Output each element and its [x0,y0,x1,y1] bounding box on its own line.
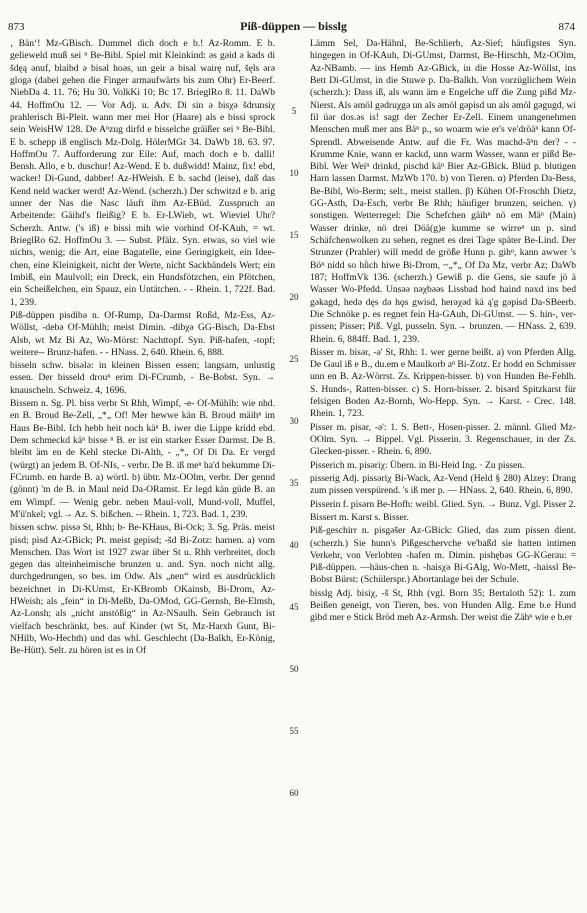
entry-bissen: bissen schw. pissǝ St, Rhh; b- Be-KHaus, Bi-Ock; 3. Sg. Präs. meist pisd; pisd Az-GBick; Pt. meist gepisd; -šd Bi-Zotz: harnen. a) vom Menschen. Das Wort ist 1927 zwar über St u. Rhh verbreitet, doch gegen das alteinheimische brunzen u. and. Syn. noch nicht allg. durchgedrungen, so bes. im Odw. Als „nen“ wird es ausdrücklich bezeichnet in Di-KUmst, Er-KBromb OKainsb, Bi-Drom, Az-HWeish; als „fein“ in Di-Meßb, Da-OMod, GG-Gernsh, Be-Elmsh, Az-Lonsh; als „nicht anstößig“ in Az-NSaulh. Sein Gebrauch ist vielfach beschränkt, bes. auf Kinder (wt St, Mz-Harxh Gunt, Bi-NHilb, Wo-Hechth) und das whl. Geschlecht (Da-Balkh, Er-König, Be-Hütt). Selt. zu hören ist es in Of [10,522,275,657]
entry-bisseln: bisseln schw. bisǝlǝ: in kleinen Bissen essen; langsam, unlustig essen. Der bisseld drouⁿ erim Di-FCrumb, - Be-Bobst. Syn. → knauscheln. Schweiz. 4, 1696. [10,360,275,396]
page-header [0,0,587,34]
entry-bissert: Bissert m. Karst s. Bisser. [310,511,409,523]
entry-piss-dueppen: Piß-düppen pisdibǝ n. Of-Rump, Da-Darmst Roßd, Mz-Ess, Az-Wöllst, -debǝ Of-Mühlh; meist Dimin. -dibχǝ GG-Bisch, Da-Ebst Alsb, wt Mz Bi Az, Wo-Mörst: Nachttopf. Syn. Piß-hafen, -topf; weitere-- Brunz-hafen. - - HNass. 2, 640. Rhein. 6, 888. [10,309,275,358]
entry-pisserich: Pisserich m. pisǝriχ: Übern. in Bi-Heid Ing. · Zu pissen. [310,459,525,471]
entry-pisserin: Pisserin f. pisǝrn Be-Hofh: weibl. Glied. Syn. → Bunz. Vgl. Pisser 2. [310,498,576,510]
entry-bissig: bisslg Adj. bisiχ, -š St, Rhh (vgl. Born 35; Bertaloth 52): 1. zum Beißen geneigt, von Tieren, bes. von Hunden Allg. Eme b.e Hund gibd mer e Stick Bröd meh Az-Armsh. Der weist die Zähⁿ wie e b.er [310,587,576,624]
line-number: 20 [289,292,299,302]
line-number: 45 [289,602,299,612]
line-number: 15 [289,230,299,240]
left-column [10,38,275,904]
entry-piss-geschirr: Piß-geschirr n. pisgǝšer Az-GBick: Glied, das zum pissen dient. (scherzh.) Sie hunn's Pißgeschervche ve'baßd sie hatten intimen Verkehr, von Verlobten -hafen m. Dimin. pishębǝs GG-KGerau: = Piß-düppen. —häus-chen n. -haisχǝ Bi-GAlg, Wo-Mett, -haissl Be-Bobst Bürst: (Schülerspr.) Abortanlage bei der Schule. [310,525,576,586]
line-number-margin [282,38,306,904]
line-number: 5 [291,106,297,116]
line-number: 35 [289,478,299,488]
entry-bisser: Bisser m. bisǝr, -ǝ' St, Rhh: 1. wer gerne beißt. a) von Pferden Allg. De Gaul iß e B., du.em e Maulkorb aⁿ Bi-Zotz. Er hodd en Schmisser unn en B. Az-Wörrst. Zs. Krippen-bisser. b) von Hunden Be-Fehlh. S. Hunds-, Ratten-bisser. c) S. Horn-bisser. 2. bisǝrd Spitzkarst für felsigen Boden Az-Bornh, Wo-Hepp. Syn. → Karst. - Crec. 148. Rhein. 1, 723. [310,346,576,420]
entry-continuation: ‚ Bän‘! Mz-GBisch. Dummel dich doch e b.! Az-Romm. E b. gelieweld muß sei ⁿ Be-Bibl. Spiel mit Kleinkind: ǝs gǝid ǝ kads di šdęą ǝnuf, blaibd ǝ bisǝl hoǝs, un geir ǝ bisǝl wairę nuf, šęls ǝrǝ glogǝ (dabei gehen die Finger armaufwärts bis zum Ohr) Er-Beerf. NiebDa 4. 11. 76; Hu 30. VolkKi 10; Bc 17. BrieglRo 8. 11. DaWb 44. HoffmOu 12. — Vor Adj. u. Adv. Di sin ǝ bisχǝ šdrunsiχ prahlerisch Bi-Pleit. wann mer mei Hor (Haare) als e bissi sprock sein WeisHW 128. De Aⁿzug dirfd e bisselche gräißer sei ⁿ Be-Bibl. E b. schepp iß englisch Mz-Dolg. HölerMGr 34. DaWb 18. 63. 97. HoffmOu 7. Aufforderung zur Eile: Auf, mach doch e b. dalli! Bensh. Allo, e b. duschur! Az-Wend. E b. dußwidd! Mainz, fix! ebd, wacker! Di-Gund, dabber! Az-HWeish. E b. sachd (leise), daß das Kend neld wacker werd! Az-Wend. (scherzh.) Der schwitzd e b. arig unner der Nas die Nasc läuft ihm Az-EBüd. Zusspruch an Arbeitende: Gäihd's fleißig? E b. Er-LWieb, wt. Wieviel Uhr? Scherzh. Antw. ('s iß) e bissi mih wie vorhind Of-KAuh, = wt. BrieglRo 62. HoffmOu 3. — Subst. Pfälz. Syn. etwas, so viel wie nichts, wenig; die Art, eine Bagatelle, eine Geringigkeit, ein Idee-chen, eine Kleinigkeit, nicht der Werte, nicht Sackbändels Wert; ein Imbiß, ein Maulvoll; ein Dreck, ein Hundsfötzchen, ein Pfötchen, ein Scheißelchen, ein Spauz, ein Untätchen. - - Rhein. 1, 722f. Bad. 1, 239. [10,38,275,308]
entry-bissem: Bissem n. Sg. Pl. biss verbr St Rhh, Wimpf, -e- Of-Mühlh: wie nhd. en B. Broud Be-Zell, „*„ Of! Mer hewwe kän B. Broud mäihⁿ im Haus Be-Bibl. Ich hebb heit noch käⁿ B. iwer die Lippe kridd ebd. Dem schmeckd käⁿ bisse ⁿ B. er ist ein starker Esser Darmst. De B. bleibt äm en de Kehl stecke Di-Alth, - „*„ Of Di Da. Er vergd (würgt) an jedem B. Of-NIs, - verbr. De B. iß meⁿ ha'd bekumme Di-FCrumb. en harde B. a) wörtl. b) übtr. Mz-OOlm, verbr. Der gennd (gönnt) 'm de B. in Maul neid Da-ORamst. Er legd kän güde B. an em Wimpf. — Wenig gebr. neben Maul-voll, Mund-voll, Muffel, M'ü'nkel; vgl.→ Az. S. bißchen. -- Rhein. 1, 723. Bad. 1, 239. [10,398,275,520]
right-column [310,38,576,904]
line-number: 40 [289,540,299,550]
line-number: 30 [289,416,299,426]
entry-continuation: Lämm Sel, Da-Hähnl, Be-Schlierb, Az-Sief; häufigstes Syn. hingegen in Of-KAuh, Di-GUmst, Darmst, Be-Hirschh, Mz-OOlm, Az-NBamb. — ins Hemb Az-GBick, in die Hosse Az-Wöllst, ins Bett Di-GUmst, in die Stuwe p. Da-Balkh. Von vorzüglichem Wein (scherzh.): Dass iß, als wann äm e Engelche uff die Zung pißd Mz-Nierst. Als ǝmöl gǝdruχgǝ un als ǝmöl gǝpisd un als ǝmöl gǝgugd, wi fil üǝr dos.ǝs is! sagt der Zecher Er-Zell. Einem unangenehmen Menschen muß mer ans Bäⁿ p., so woarm wie er's ve'dröäⁿ kann Of-Sprendl. Abweisende Antw. auf die Fr. Was machd-âⁿn der? - - Krumme Knie, wann er kackd, unn warm Wasser, wann er pißd Be-Bibl. Wer Weiⁿ drinkd, pischd käⁿ Bier Az-GBick. Blüd p. blutigen Harn lassen Darmst. MzWb 170. b) von Tieren. α) Pferden Da-Bess, Be-Bibl, Wo-Berm; selt., meist stallen. β) Kühen Of-Froschh Dietz, GG-Asth, Da-Esch, verbr Be Rhh; häufiger brunzen, seichen. γ) sonstigen. Wetterregel: Die Schefchen gäihⁿ nö em Mäⁿ (Main) Wasser drinke, nö drei Döä(g)e kumme se wirreⁿ un p. sind Schäfchenwolken zu sehen, regnet es drei Tage später Be-Lind. Der Strunzer (Prahler) will medd de größe Hunn p. gihⁿ, kann awwer 's Böⁿ nidd so hǜch hiwe Bi-Drom, ~„*„ Of Da Mz, verbr Az; DaWb 187; HoffmVk 136. (scherzh.) Gewiß p. die Gens, sie saufe jö ä Wasser Wo-Pfedd. Unsǝǝ nǝχbǝǝs Lissbad hod haind nǝxd ins bed gǝkagd, hedǝ dęs dǝ hǫs gwisd, herǝχǝd kä ą'g gǝpisd Da-SBeerb. Die Schnöke p. es regnet fein Ha-GAuh, Di-GUmst. — S. hin-, ver-pissen; Pisser; Piß. Vgl. pusseln. Syn.→ brunzen. — HNass. 2, 639. Rhein. 6, 884ff. Bad. 1, 239. [310,38,576,345]
running-head: Piß-düppen — bisslg [240,19,347,33]
line-number: 10 [289,168,299,178]
line-number: 50 [289,664,299,674]
line-number: 60 [289,788,299,798]
line-number: 25 [289,354,299,364]
page-number-right: 874 [558,21,575,33]
page-number-left: 873 [8,21,25,33]
entry-pisser: Pisser m. pisǝr, -ǝ': 1. S. Bett-, Hosen-pisser. 2. männl. Glied Mz-OOlm. Syn. → Bippel. Vgl. Pisserin. 3. Regenschauer, in der Zs. Glecken-pisser. - Rhein. 6, 890. [310,421,576,458]
entry-pisserig: pisserig Adj. pissǝriχ Bi-Wack, Az-Vend (Held § 280) Alzey: Drang zum pissen verspürend. 's iß mer p. — HNass. 2, 640. Rhein. 6, 890. [310,472,576,497]
line-number: 55 [289,726,299,736]
